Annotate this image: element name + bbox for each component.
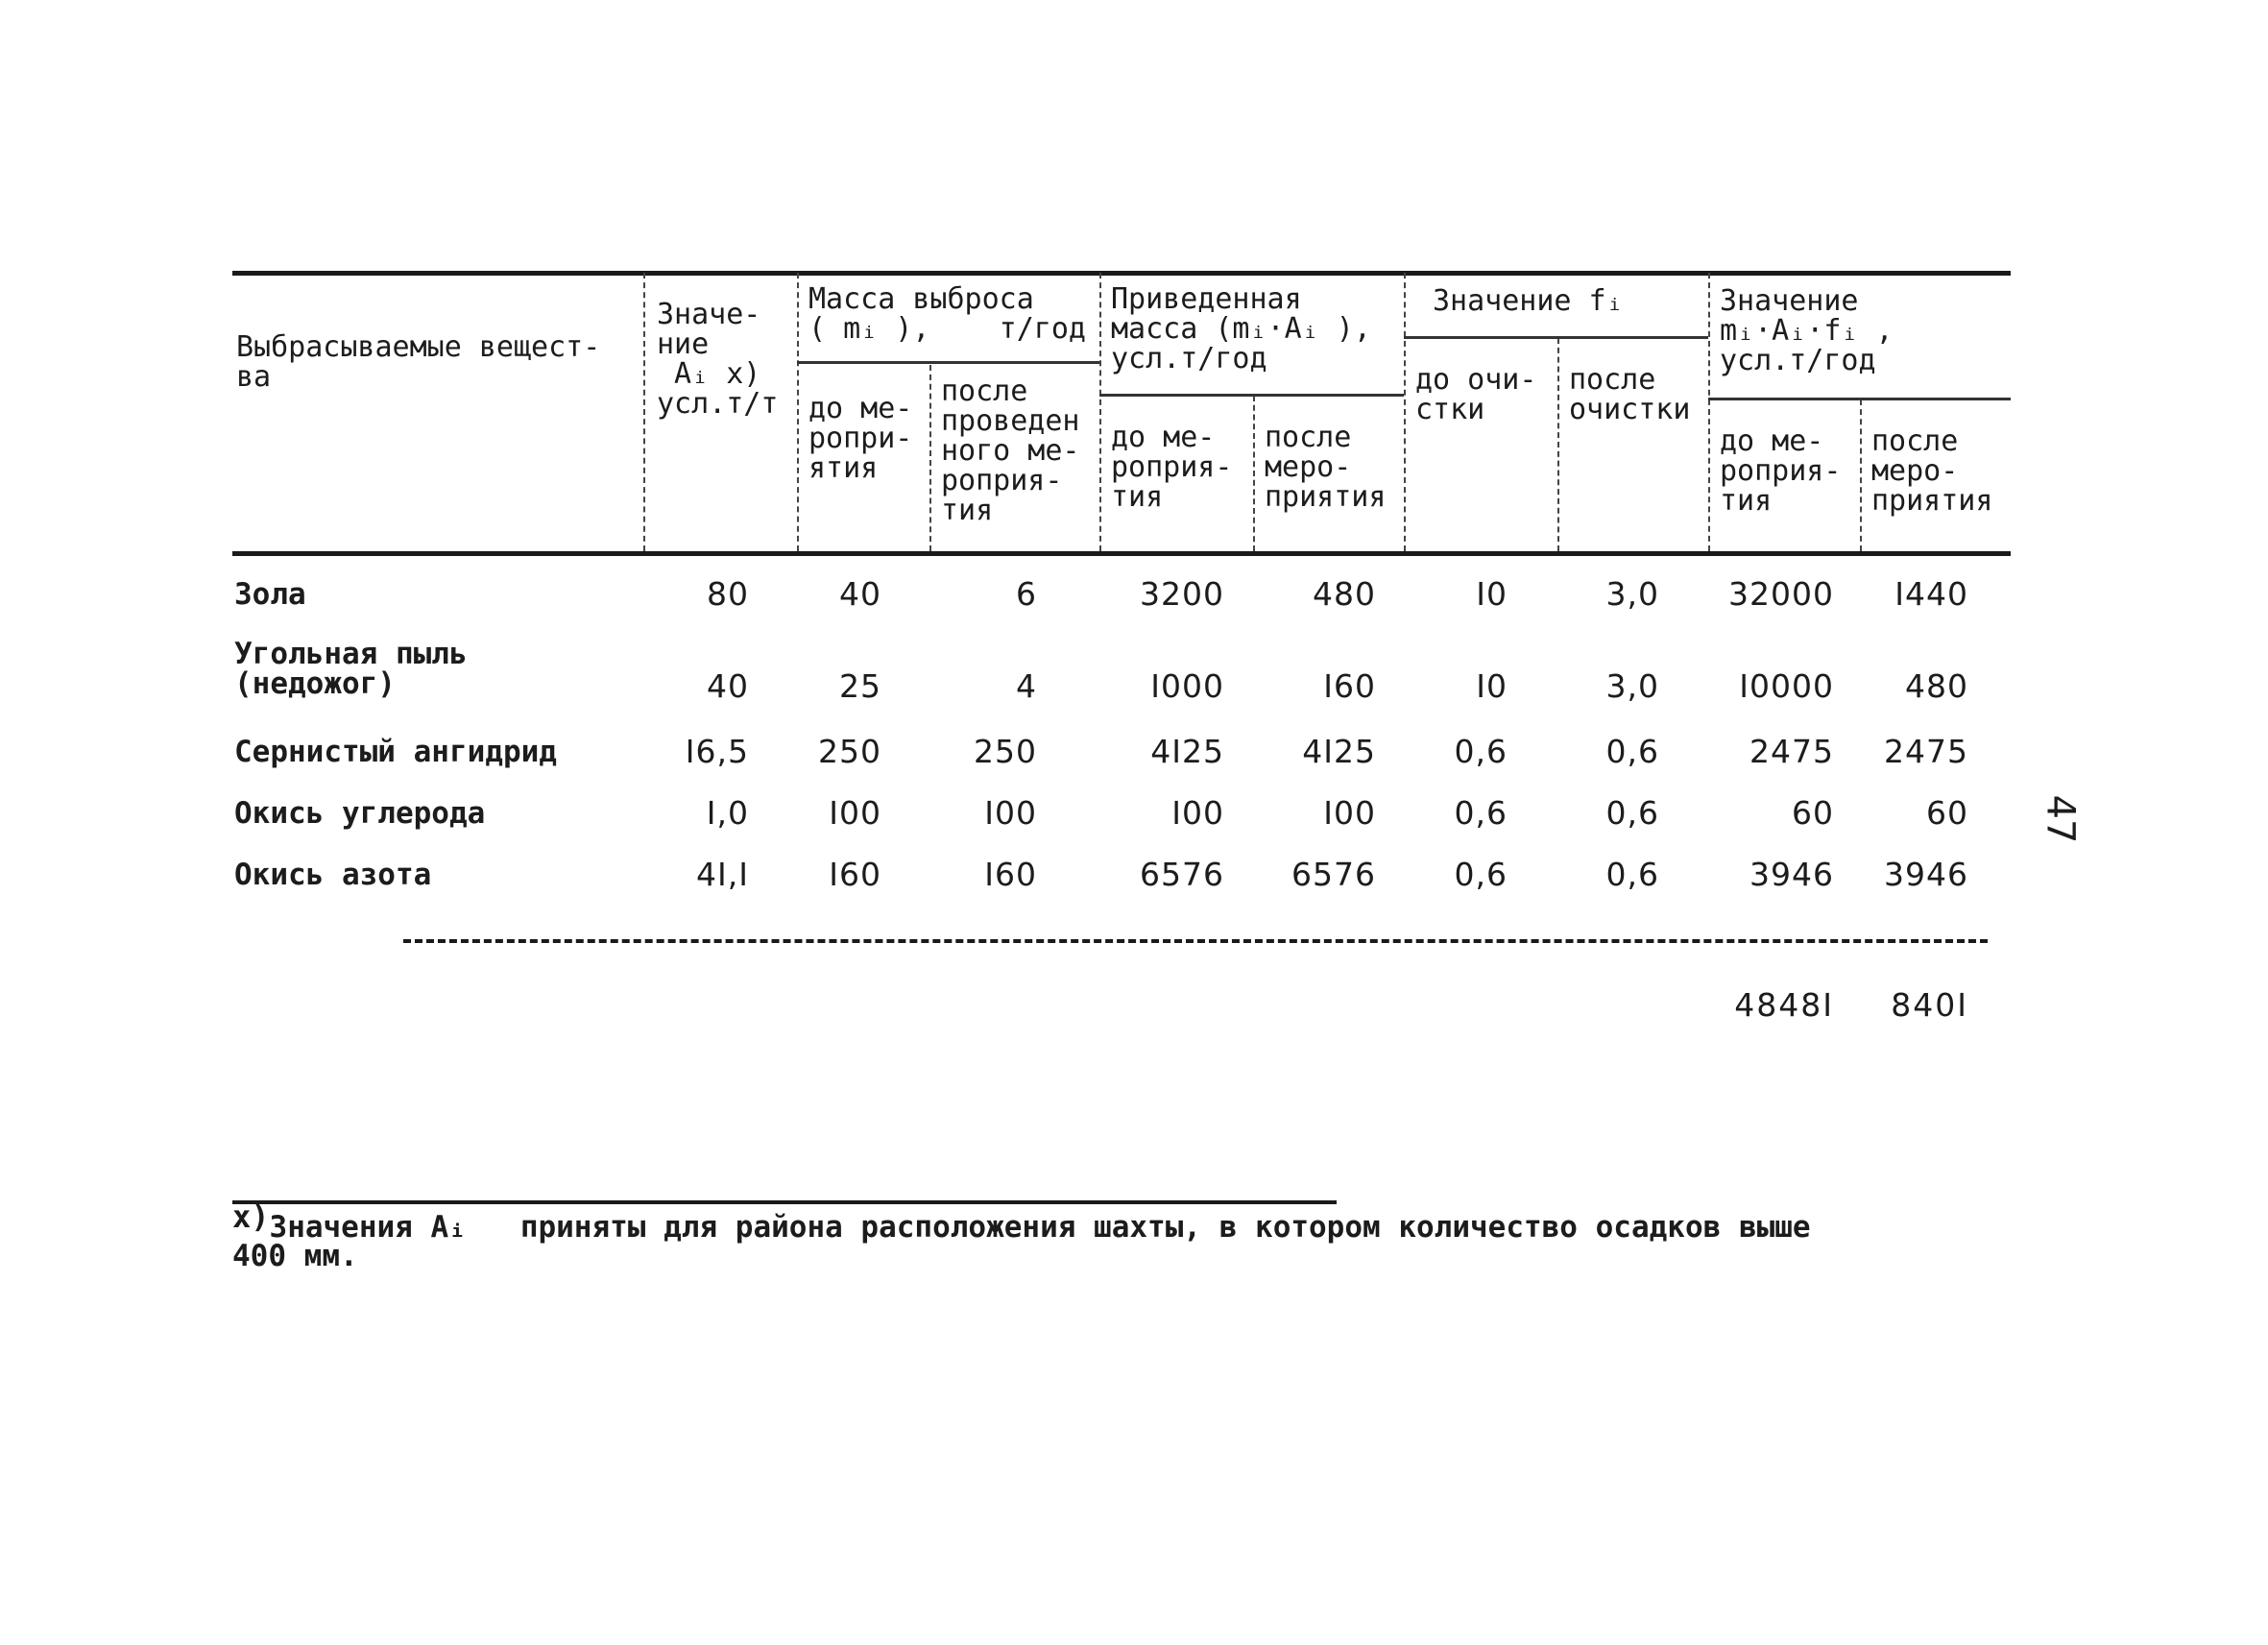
header-final-before: до ме- роприя- тия [1720, 424, 1842, 518]
cell-mass-after: 4 [1016, 667, 1037, 705]
cell-reduced-before: I00 [1171, 794, 1224, 832]
column-divider [797, 273, 799, 551]
header-substance: Выбрасываемые вещест- ва [236, 330, 601, 394]
totals-dashed-rule [403, 939, 1988, 943]
cell-final-before: 2475 [1749, 733, 1834, 770]
header-reduced-after: после меро- приятия [1265, 421, 1387, 514]
subheader-rule [1708, 398, 2011, 400]
subheader-rule [1099, 394, 1404, 397]
cell-reduced-before: I000 [1150, 667, 1224, 705]
column-divider [1860, 399, 1862, 551]
substance-name: Зола [234, 577, 306, 612]
cell-mass-after: I00 [984, 794, 1037, 832]
cell-fi-before: I0 [1476, 575, 1508, 613]
footnote-rule [232, 1200, 1337, 1204]
header-fi-group: Значение fᵢ [1433, 284, 1624, 318]
footnote-text: Значения Aᵢ приняты для района расположения шахты, в котором количество осадков выше 400 мм. [232, 1210, 1811, 1273]
cell-mass-after: 250 [974, 733, 1037, 770]
cell-fi-after: 0,6 [1605, 794, 1659, 832]
cell-mass-before: 250 [818, 733, 881, 770]
cell-reduced-before: 3200 [1140, 575, 1224, 613]
header-value-ai: Значе- ние Aᵢ x) усл.т/т [657, 298, 779, 421]
cell-reduced-after: 4I25 [1302, 733, 1376, 770]
cell-reduced-before: 6576 [1140, 856, 1224, 893]
page-number: 47 [2038, 794, 2083, 844]
cell-fi-after: 3,0 [1605, 575, 1659, 613]
table-top-rule [232, 271, 2011, 276]
column-divider [1404, 273, 1406, 551]
subheader-rule [1404, 336, 1708, 339]
cell-final-after: 2475 [1884, 733, 1968, 770]
cell-mass-before: 25 [839, 667, 881, 705]
cell-mass-before: 40 [839, 575, 881, 613]
column-divider [1099, 273, 1101, 551]
substance-name: Окись углерода [234, 796, 486, 831]
footnote-mark: x) [232, 1198, 270, 1235]
cell-ai: 80 [707, 575, 749, 613]
cell-final-after: I440 [1894, 575, 1968, 613]
total-after: 840I [1891, 986, 1968, 1024]
header-fi-before: до очи- стки [1415, 363, 1537, 426]
header-mass-before: до ме- ропри- ятия [808, 392, 913, 485]
cell-final-before: 60 [1792, 794, 1834, 832]
cell-reduced-after: 480 [1313, 575, 1376, 613]
total-before: 4848I [1734, 986, 1834, 1024]
subheader-rule [797, 361, 1099, 364]
cell-fi-before: 0,6 [1454, 794, 1508, 832]
cell-fi-before: I0 [1476, 667, 1508, 705]
column-divider [1708, 273, 1710, 551]
substance-name: Сернистый ангидрид [234, 735, 557, 769]
header-mass-group: Масса выброса ( mᵢ ), т/год [808, 282, 1086, 346]
cell-ai: 4I,I [696, 856, 749, 893]
cell-fi-after: 3,0 [1605, 667, 1659, 705]
cell-mass-after: 6 [1016, 575, 1037, 613]
cell-final-before: 32000 [1728, 575, 1834, 613]
header-reduced-group: Приведенная масса (mᵢ·Aᵢ ), усл.т/год [1111, 282, 1371, 375]
substance-name: Окись азота [234, 858, 432, 892]
cell-fi-after: 0,6 [1605, 733, 1659, 770]
cell-mass-after: I60 [984, 856, 1037, 893]
table-header-bottom-rule [232, 551, 2011, 556]
cell-ai: I6,5 [685, 733, 749, 770]
cell-mass-before: I60 [829, 856, 881, 893]
column-divider [1253, 396, 1255, 551]
cell-final-after: 60 [1926, 794, 1968, 832]
column-divider [643, 273, 645, 551]
cell-reduced-after: I00 [1323, 794, 1376, 832]
header-final-group: Значение mᵢ·Aᵢ·fᵢ , усл.т/год [1720, 284, 1894, 377]
substance-name: Угольная пыль (недожог) [234, 637, 468, 701]
cell-final-before: I0000 [1739, 667, 1834, 705]
cell-reduced-after: I60 [1323, 667, 1376, 705]
cell-ai: I,0 [706, 794, 749, 832]
cell-ai: 40 [707, 667, 749, 705]
footnote [232, 1198, 1961, 1273]
cell-final-before: 3946 [1749, 856, 1834, 893]
header-reduced-before: до ме- роприя- тия [1111, 421, 1233, 514]
header-fi-after: после очистки [1569, 363, 1691, 426]
cell-fi-after: 0,6 [1605, 856, 1659, 893]
header-mass-after: после проведен ного ме- роприя- тия [941, 375, 1080, 527]
cell-fi-before: 0,6 [1454, 733, 1508, 770]
column-divider [929, 365, 931, 551]
cell-final-after: 480 [1905, 667, 1968, 705]
cell-reduced-after: 6576 [1291, 856, 1376, 893]
column-divider [1557, 338, 1559, 551]
header-final-after: после меро- приятия [1871, 424, 1993, 518]
cell-mass-before: I00 [829, 794, 881, 832]
cell-fi-before: 0,6 [1454, 856, 1508, 893]
cell-reduced-before: 4I25 [1150, 733, 1224, 770]
cell-final-after: 3946 [1884, 856, 1968, 893]
